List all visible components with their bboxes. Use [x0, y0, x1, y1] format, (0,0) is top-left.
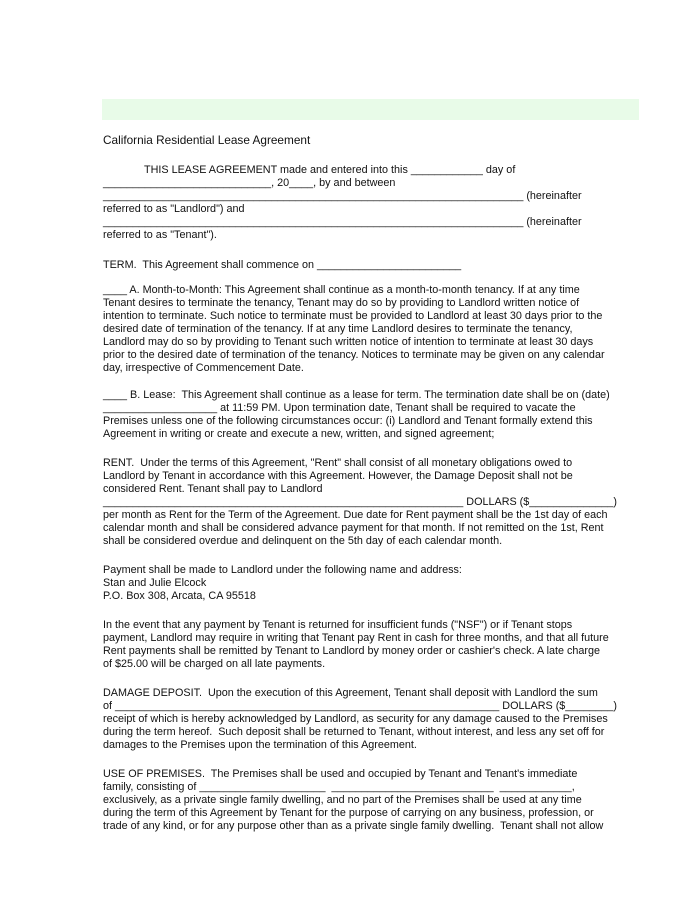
payment-line-3: P.O. Box 308, Arcata, CA 95518	[103, 590, 256, 602]
term-line: TERM. This Agreement shall commence on ________________________	[103, 259, 462, 271]
use-line-5: trade of any kind, or for any purpose other than as a private single family dwelling. Tenant shall not allow	[103, 820, 604, 832]
month-to-month-line-2: Tenant desires to terminate the tenancy, Tenant may do so by providing to Landlord written notice of	[103, 297, 580, 309]
header-band	[102, 99, 639, 120]
use-line-1: USE OF PREMISES. The Premises shall be used and occupied by Tenant and Tenant's immediate	[103, 768, 578, 780]
use-line-3: exclusively, as a private single family dwelling, and no part of the Premises shall be used at any time	[103, 794, 582, 806]
intro-line-1: THIS LEASE AGREEMENT made and entered into this ____________ day of	[144, 164, 516, 176]
deposit-line-1: DAMAGE DEPOSIT. Upon the execution of this Agreement, Tenant shall deposit with Landlord the sum	[103, 687, 598, 699]
intro-line-2: ____________________________, 20____, by and between	[103, 177, 396, 189]
rent-line-7: shall be considered overdue and delinquent on the 5th day of each calendar month.	[103, 535, 503, 547]
use-line-2: family, consisting of _____________________ ___________________________ ____________,	[103, 781, 575, 793]
use-line-4: during the term of this Agreement by Tenant for the purpose of carrying on any business, profession, or	[103, 807, 594, 819]
lease-line-2: ___________________ at 11:59 PM. Upon termination date, Tenant shall be required to vacate the	[103, 402, 576, 414]
intro-line-4: referred to as "Landlord") and	[103, 203, 245, 215]
nsf-line-1: In the event that any payment by Tenant is returned for insufficient funds ("NSF") or if Tenant stops	[103, 619, 573, 631]
deposit-line-4: during the term hereof. Such deposit shall be returned to Tenant, without interest, and less any set off for	[103, 726, 605, 738]
rent-line-4: ____________________________________________________________ DOLLARS ($______________)	[103, 496, 617, 508]
rent-line-2: Landlord by Tenant in accordance with this Agreement. However, the Damage Deposit shall not be	[103, 470, 573, 482]
nsf-line-3: Rent payments shall be remitted by Tenant to Landlord by money order or cashier's check. A late charge	[103, 645, 600, 657]
intro-line-5: ______________________________________________________________________ (hereinafter	[103, 216, 582, 228]
month-to-month-line-4: desired date of termination of the tenancy. If at any time Landlord desires to terminate the tenancy,	[103, 323, 573, 335]
rent-line-3: considered Rent. Tenant shall pay to Landlord	[103, 483, 323, 495]
payment-line-2: Stan and Julie Elcock	[103, 577, 207, 589]
month-to-month-line-5: Landlord may do so by providing to Tenant such written notice of intention to terminate at least 30 days	[103, 336, 594, 348]
rent-line-6: calendar month and shall be considered advance payment for that month. If not remitted on the 1st, Rent	[103, 522, 604, 534]
deposit-line-5: damages to the Premises upon the termination of this Agreement.	[103, 739, 417, 751]
month-to-month-line-3: intention to terminate. Such notice to terminate must be provided to Landlord at least 30 days prior to the	[103, 310, 603, 322]
deposit-line-2: of ________________________________________________________________ DOLLARS ($________)	[103, 700, 617, 712]
month-to-month-line-7: day, irrespective of Commencement Date.	[103, 362, 304, 374]
rent-line-5: per month as Rent for the Term of the Agreement. Due date for Rent payment shall be the 1st day of each	[103, 509, 608, 521]
nsf-line-4: of $25.00 will be charged on all late payments.	[103, 658, 326, 670]
lease-line-3: Premises unless one of the following circumstances occur: (i) Landlord and Tenant formally extend this	[103, 415, 593, 427]
lease-line-1: ____ B. Lease: This Agreement shall continue as a lease for term. The termination date shall be on (date)	[103, 389, 610, 401]
intro-line-6: referred to as "Tenant").	[103, 229, 217, 241]
intro-line-3: ______________________________________________________________________ (hereinafter	[103, 190, 582, 202]
month-to-month-line-1: ____ A. Month-to-Month: This Agreement shall continue as a month-to-month tenancy. If at any time	[103, 284, 580, 296]
month-to-month-line-6: prior to the desired date of termination of the tenancy. Notices to terminate may be given on any calendar	[103, 349, 605, 361]
document-title: California Residential Lease Agreement	[103, 133, 311, 147]
rent-line-1: RENT. Under the terms of this Agreement, "Rent" shall consist of all monetary obligations owed to	[103, 457, 573, 469]
deposit-line-3: receipt of which is hereby acknowledged by Landlord, as security for any damage caused to the Premises	[103, 713, 608, 725]
nsf-line-2: payment, Landlord may require in writing that Tenant pay Rent in cash for three months, and that all future	[103, 632, 609, 644]
payment-line-1: Payment shall be made to Landlord under the following name and address:	[103, 564, 462, 576]
lease-line-4: Agreement in writing or create and execute a new, written, and signed agreement;	[103, 428, 495, 440]
